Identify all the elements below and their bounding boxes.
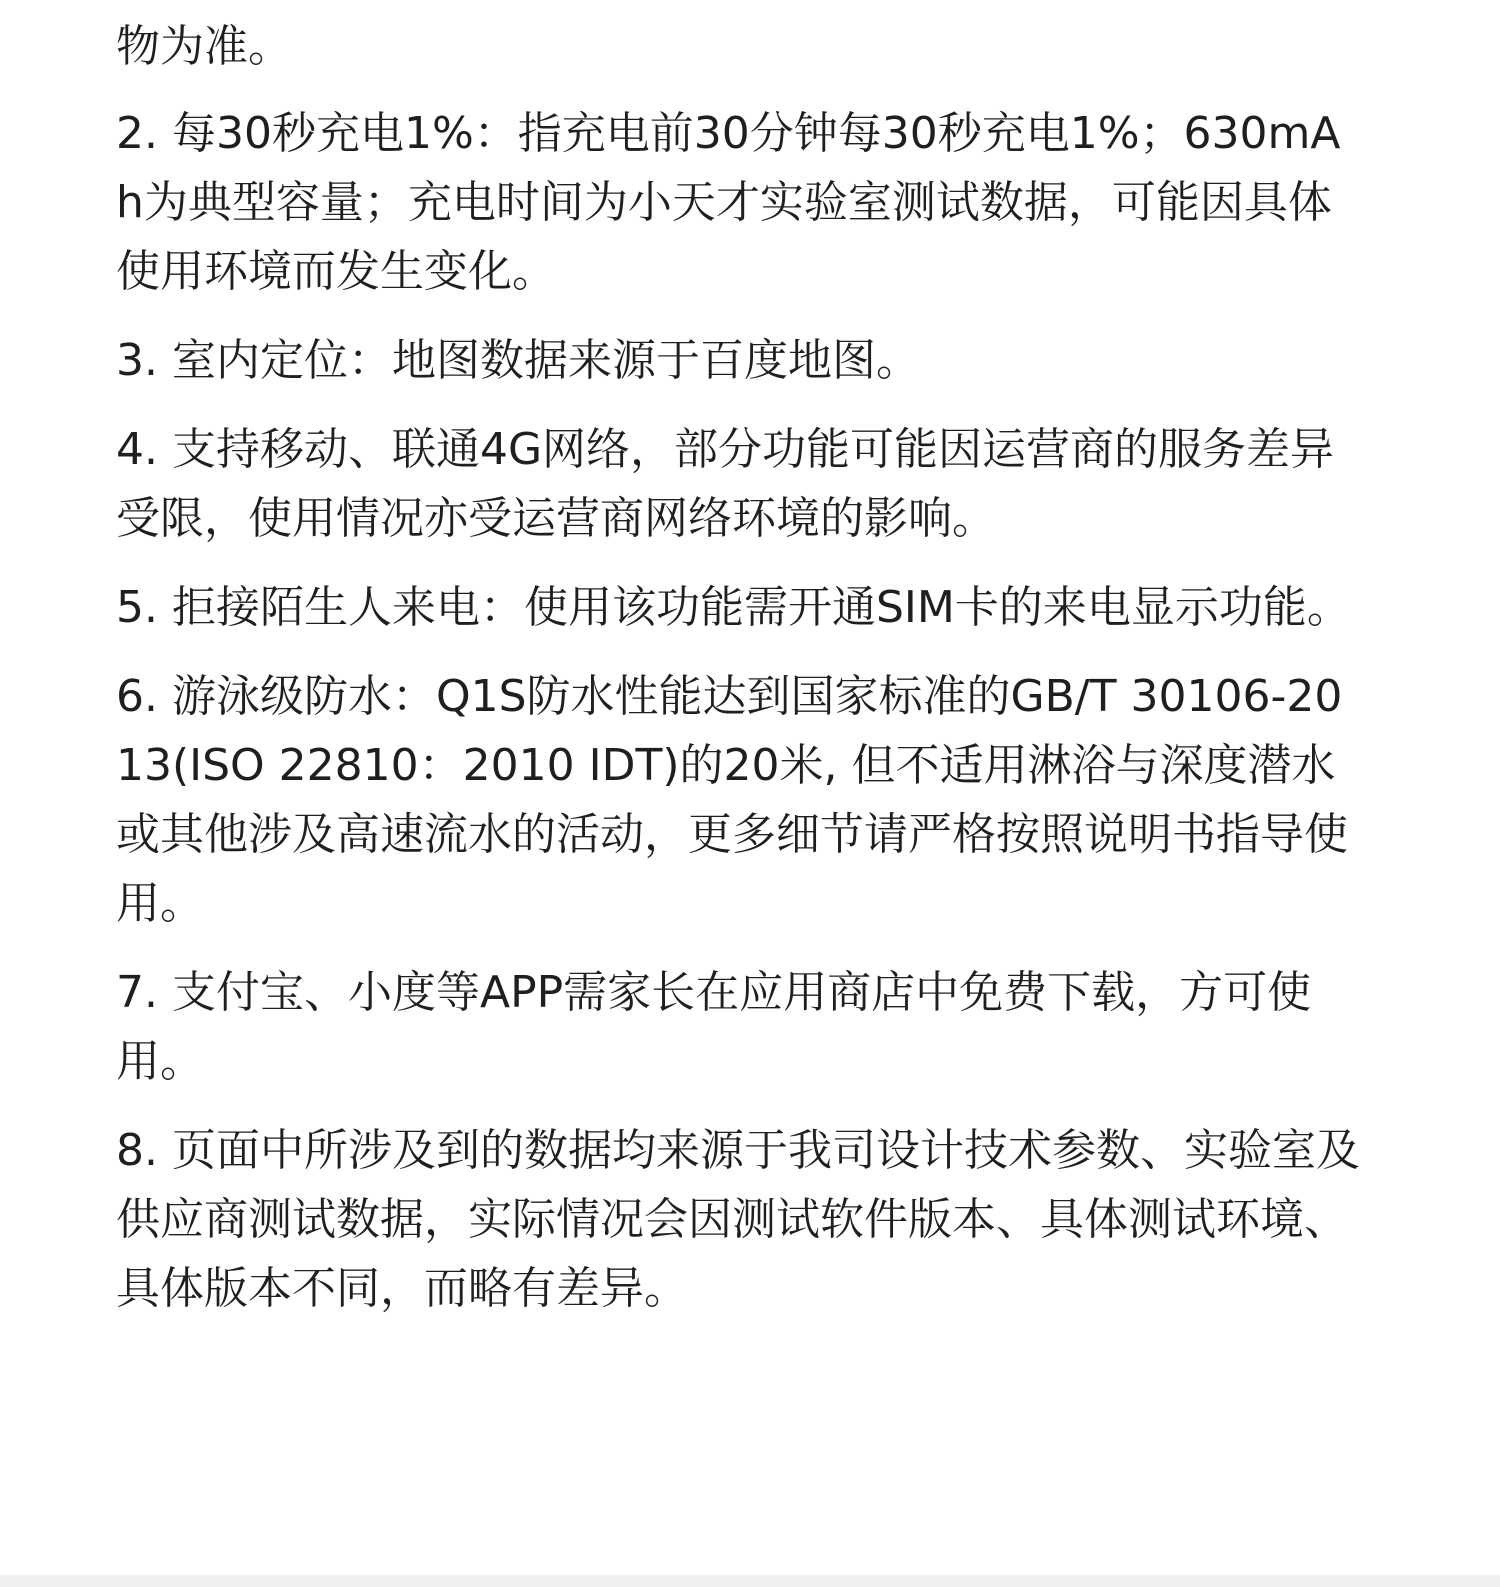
note-waterproof: 6. 游泳级防水：Q1S防水性能达到国家标准的GB/T 30106-2013(ISO 22810：2010 IDT)的20米, 但不适用淋浴与深度潜水或其他涉及高速流水的活动，更多细节请严格按照说明书指导使用。 xyxy=(116,671,1348,929)
note-data-source: 8. 页面中所涉及到的数据均来源于我司设计技术参数、实验室及供应商测试数据，实际情况会因测试软件版本、具体测试环境、具体版本不同，而略有差异。 xyxy=(116,1125,1360,1314)
bottom-divider xyxy=(0,1575,1500,1587)
note-charging: 2. 每30秒充电1%：指充电前30分钟每30秒充电1%；630mAh为典型容量；充电时间为小天才实验室测试数据，可能因具体使用环境而发生变化。 xyxy=(116,108,1341,297)
note-indoor-positioning: 3. 室内定位：地图数据来源于百度地图。 xyxy=(116,335,920,386)
note-continuation: 物为准。 xyxy=(116,21,292,72)
note-4g-network: 4. 支持移动、联通4G网络，部分功能可能因运营商的服务差异受限，使用情况亦受运营商网络环境的影响。 xyxy=(116,424,1335,544)
note-reject-strangers: 5. 拒接陌生人来电：使用该功能需开通SIM卡的来电显示功能。 xyxy=(116,582,1351,633)
note-apps: 7. 支付宝、小度等APP需家长在应用商店中免费下载，方可使用。 xyxy=(116,967,1312,1087)
disclaimer-notes xyxy=(116,12,1366,1343)
